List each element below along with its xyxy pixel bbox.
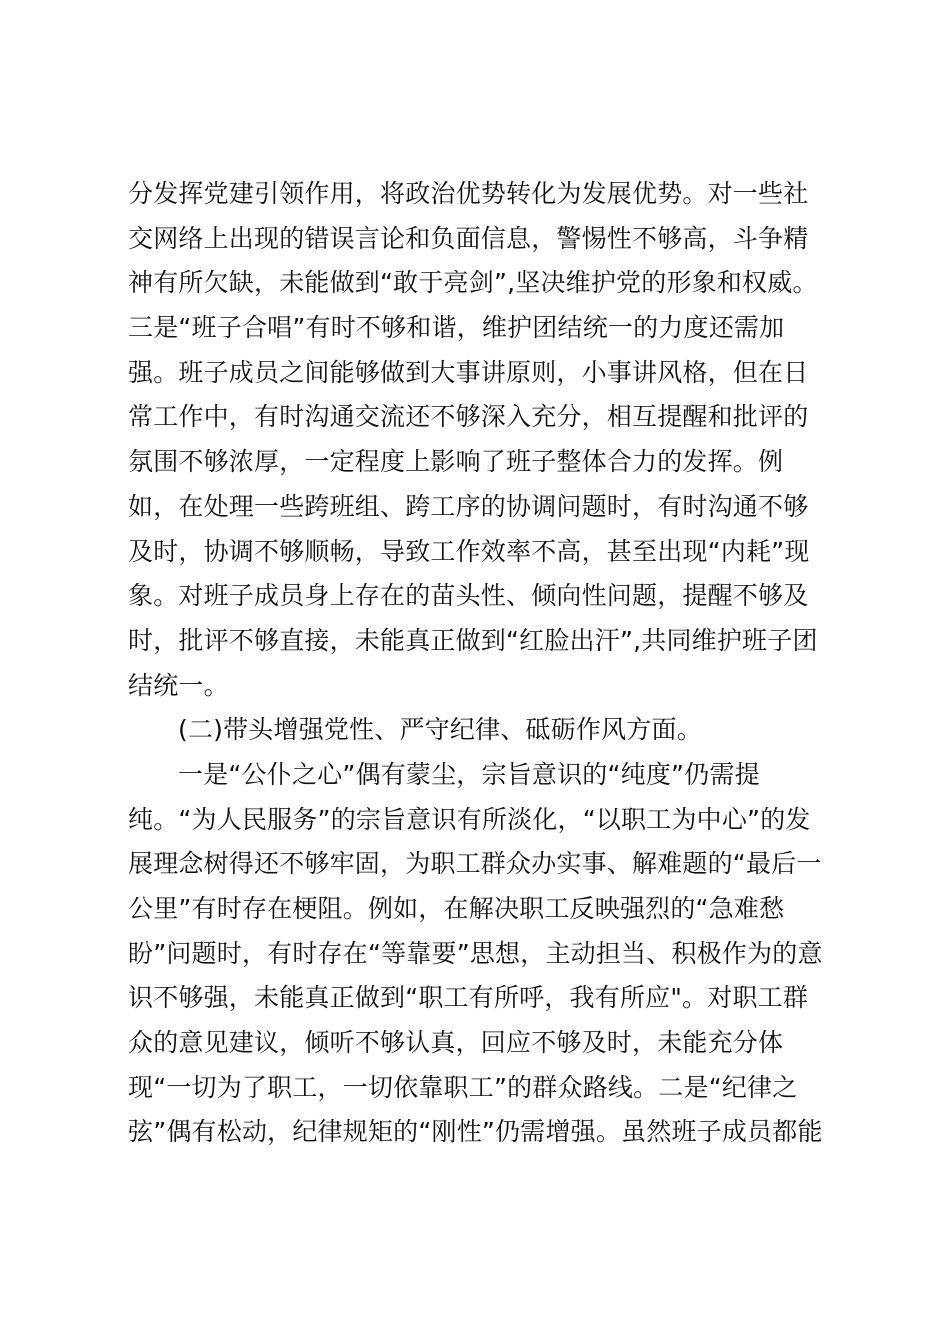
text-line: 三是“班子合唱”有时不够和谐，维护团结统一的力度还需加 — [128, 313, 785, 343]
text-line: 如，在处理一些跨班组、跨工序的协调问题时，有时沟通不够 — [128, 491, 809, 521]
text-line: 氛围不够浓厚，一定程度上影响了班子整体合力的发挥。例 — [128, 447, 784, 477]
section-heading: (二)带头增强党性、严守纪律、砥砺作风方面。 — [178, 715, 702, 745]
text-line: 公里”有时存在梗阻。例如，在解决职工反映强烈的“急难愁 — [128, 894, 785, 923]
text-line: 结统一。 — [128, 670, 229, 700]
text-line: 分发挥党建引领作用，将政治优势转化为发展优势。对一些社 — [128, 179, 809, 208]
text-line: 弦”偶有松动，纪律规矩的“刚性”仍需增强。虽然班子成员都能 — [128, 1117, 823, 1147]
text-line: 盼”问题时，有时存在“等靠要”思想，主动担当、积极作为的意 — [128, 938, 823, 968]
text-line: 交网络上出现的错误言论和负面信息，警惕性不够高，斗争精 — [128, 223, 809, 253]
text-line: 识不够强，未能真正做到“职工有所呼，我有所应"。对职工群 — [128, 983, 809, 1013]
text-line: 强。班子成员之间能够做到大事讲原则，小事讲风格，但在日 — [128, 357, 809, 387]
text-line: 纯。“为人民服务”的宗旨意识有所淡化，“以职工为中心”的发 — [128, 804, 811, 834]
text-line: 常工作中，有时沟通交流还不够深入充分，相互提醒和批评的 — [128, 402, 809, 432]
text-line: 及时，协调不够顺畅，导致工作效率不高，甚至出现“内耗”现 — [128, 536, 810, 566]
paragraph-first-line: 一是“公仆之心”偶有蒙尘，宗旨意识的“纯度”仍需提 — [178, 759, 760, 789]
text-line: 现“一切为了职工，一切依靠职工”的群众路线。二是“纪律之 — [128, 1072, 798, 1102]
text-line: 众的意见建议，倾听不够认真，回应不够及时，未能充分体 — [128, 1028, 784, 1058]
text-line: 时，批评不够直接，未能真正做到“红脸出汗”,共同维护班子团 — [128, 625, 818, 655]
body-text — [128, 172, 848, 1155]
text-line: 神有所欠缺，未能做到“敢于亮剑”,坚决维护党的形象和权威。 — [128, 268, 818, 298]
text-line: 展理念树得还不够牢固，为职工群众办实事、解难题的“最后一 — [128, 849, 822, 879]
text-line: 象。对班子成员身上存在的苗头性、倾向性问题，提醒不够及 — [128, 581, 809, 611]
